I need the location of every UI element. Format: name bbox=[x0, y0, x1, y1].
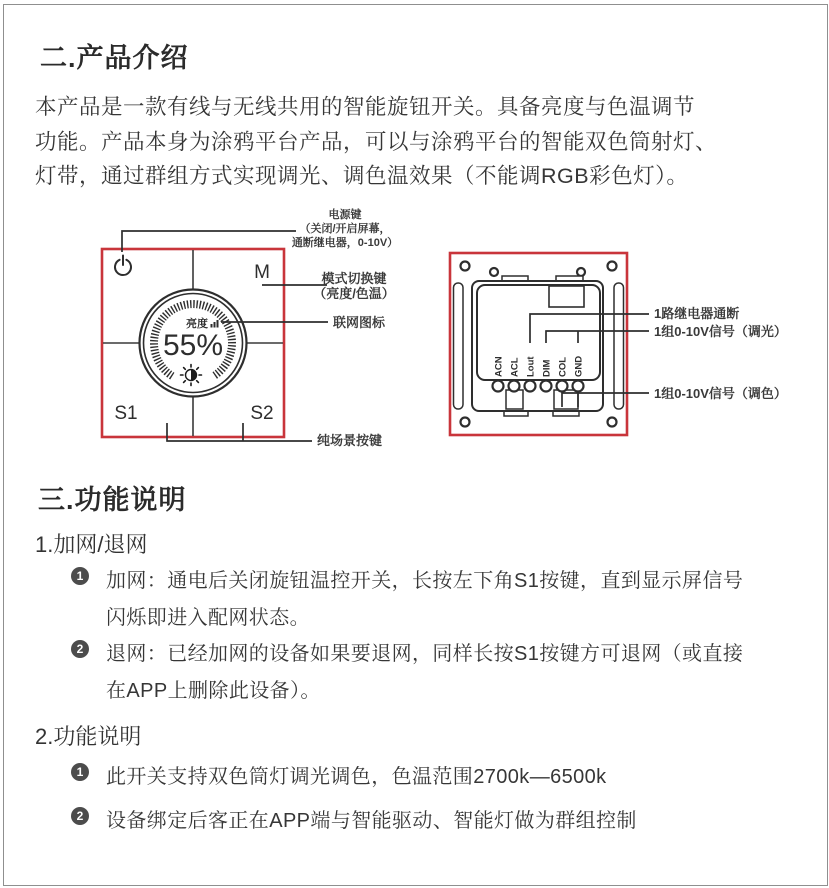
list-item bbox=[71, 563, 771, 637]
list-item-text: 此开关支持双色筒灯调光调色，色温范围2700k—6500k bbox=[106, 766, 607, 788]
scene-button-s1[interactable]: S1 bbox=[114, 403, 138, 424]
scene-key-label: 纯场景按键 bbox=[317, 433, 383, 448]
knob-value-text: 55% bbox=[162, 329, 224, 362]
terminal-col: COL bbox=[557, 356, 569, 377]
terminal-acn: ACN bbox=[493, 356, 505, 377]
list-item-text: 加网：通电后关闭旋钮温控开关，长按左下角S1按键，直到显示屏信号闪烁即进入配网状态。 bbox=[106, 570, 744, 629]
terminal-acl: ACL bbox=[509, 357, 521, 377]
bullet-number: 1 bbox=[71, 567, 89, 585]
bullet-number: 1 bbox=[71, 763, 89, 781]
back-panel-diagram bbox=[450, 253, 649, 435]
power-key-label bbox=[270, 208, 420, 250]
subsection-network-title: 1.加网/退网 bbox=[35, 532, 148, 557]
mode-key-label-line1: 模式切换键 bbox=[321, 271, 387, 286]
mode-button-m[interactable]: M bbox=[254, 262, 270, 283]
bullet-number: 2 bbox=[71, 640, 89, 658]
terminal-gnd: GND bbox=[573, 355, 585, 377]
relay-output-label: 1路继电器通断 bbox=[654, 306, 740, 321]
list-item bbox=[71, 636, 771, 710]
subsection-function-title: 2.功能说明 bbox=[35, 724, 142, 749]
network-icon-label: 联网图标 bbox=[333, 315, 386, 330]
power-key-label-line1: 电源键 bbox=[328, 209, 362, 221]
power-icon[interactable] bbox=[115, 256, 131, 276]
list-item bbox=[71, 759, 771, 796]
relay-block bbox=[549, 286, 584, 307]
mode-key-label bbox=[308, 271, 400, 301]
scene-button-s2[interactable]: S2 bbox=[250, 403, 274, 424]
intro-line-1: 本产品是一款有线与无线共用的智能旋钮开关。具备亮度与色温调节 bbox=[35, 95, 696, 119]
mode-key-label-line2: （亮度/色温） bbox=[313, 286, 395, 301]
power-key-label-line2: （关闭/开启屏幕， bbox=[299, 223, 391, 235]
terminal-dim: DIM bbox=[541, 359, 553, 377]
section-intro-title: 二.产品介绍 bbox=[40, 43, 189, 73]
terminal-lout: Lout bbox=[525, 356, 537, 377]
power-key-label-line3: 通断继电器，0-10V） bbox=[291, 237, 399, 249]
intro-line-2: 功能。产品本身为涂鸦平台产品，可以与涂鸦平台的智能双色筒射灯、 bbox=[35, 129, 718, 154]
section-functions-title: 三.功能说明 bbox=[38, 485, 187, 515]
list-item-text: 设备绑定后客正在APP端与智能驱动、智能灯做为群组控制 bbox=[106, 810, 637, 832]
list-item bbox=[71, 803, 771, 840]
list-item-text: 退网：已经加网的设备如果要退网，同样长按S1按键方可退网（或直接在APP上删除此设备）。 bbox=[106, 643, 744, 702]
knob-mode-text: 亮度 bbox=[186, 318, 208, 330]
bullet-number: 2 bbox=[71, 807, 89, 825]
front-panel-diagram bbox=[102, 231, 328, 441]
dim-signal-label: 1组0-10V信号（调光） bbox=[654, 324, 787, 339]
brightness-icon bbox=[181, 365, 202, 386]
intro-line-3: 灯带，通过群组方式实现调光、调色温效果（不能调RGB彩色灯）。 bbox=[35, 164, 689, 189]
color-signal-label: 1组0-10V信号（调色） bbox=[654, 386, 787, 401]
